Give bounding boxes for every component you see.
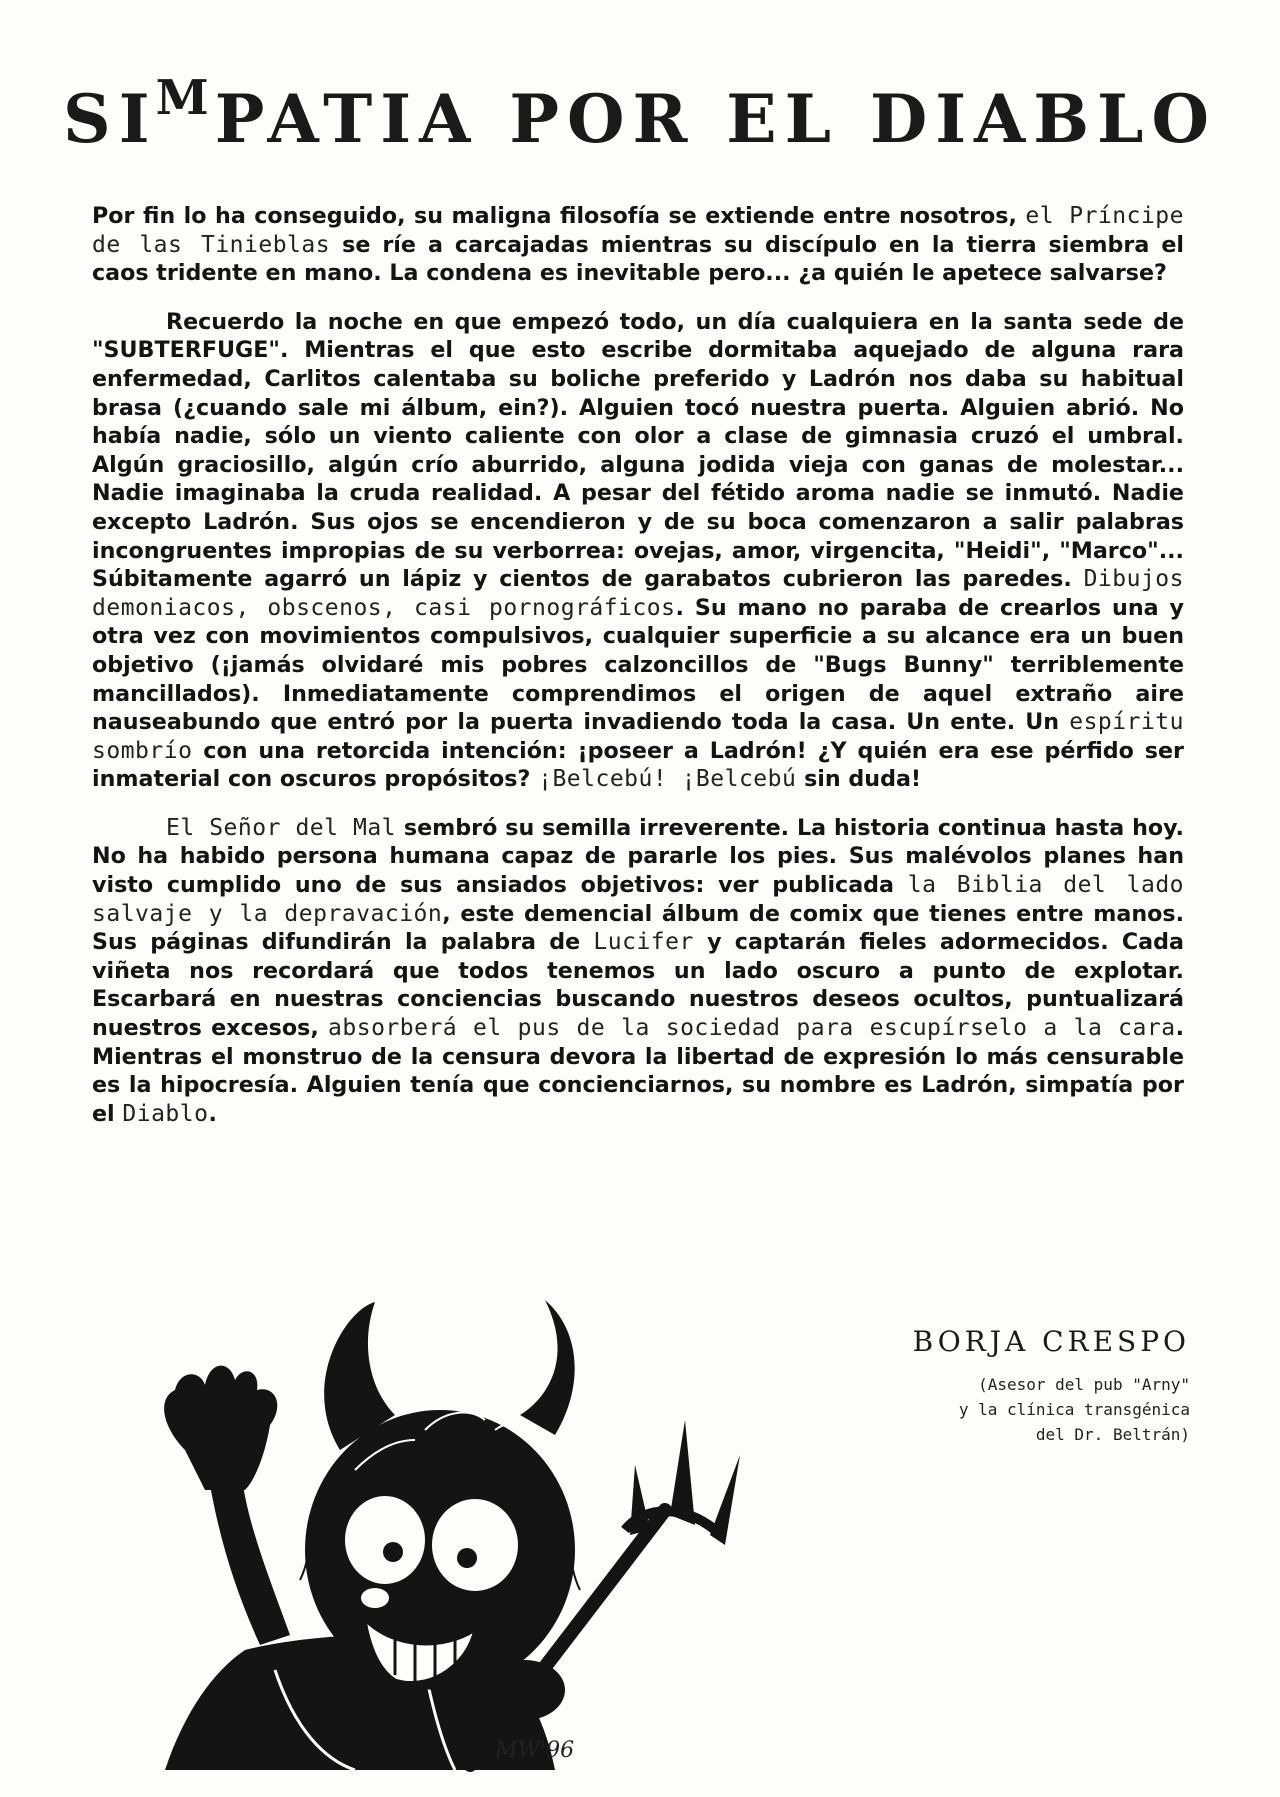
devil-illustration	[125, 1290, 825, 1790]
p1-text-a: Por fin lo ha conseguido, su maligna filosofía se extiende entre nosotros,	[92, 203, 1026, 229]
title-raised-letter: M	[155, 70, 217, 126]
p3-text-c: y captarán fieles adormecidos. Cada viñeta nos recordará que todos tenemos un lado oscuro a punto de explotar. Escarbará en nuestras conciencias buscando nuestros deseos ocultos, puntualizará nuestros excesos,	[92, 929, 1184, 1042]
raised-hand	[164, 1366, 290, 1645]
p1-text-b: se ríe a carcajadas mientras su discípulo en la tierra siembra el caos tridente en mano. La condena es inevitable pero... ¿a quién le apetece salvarse?	[92, 231, 1184, 287]
paragraph-3	[92, 814, 1184, 1129]
p2-text-c: con una retorcida intención: ¡poseer a Ladrón! ¿Y quién era ese pérfido ser inmaterial con oscuros propósitos?	[92, 737, 1184, 793]
author-signature	[870, 1325, 1190, 1447]
p2-typewriter-b: espíritu sombrío	[92, 709, 1184, 764]
p2-text-d: sin duda!	[796, 766, 922, 793]
p3-typewriter-b: la Biblia del lado salvaje y la depravación	[92, 872, 1185, 927]
title-part-2: PATIA POR EL DIABLO	[214, 80, 1217, 158]
p2-typewriter-c: ¡Belcebú! ¡Belcebú	[538, 766, 797, 793]
author-note-line-3: del Dr. Beltrán)	[1035, 1425, 1190, 1444]
page-title	[60, 70, 1220, 158]
devil-head	[300, 1300, 580, 1690]
p3-typewriter-e: Diablo	[122, 1100, 209, 1127]
p2-text-a: Recuerdo la noche en que empezó todo, un día cualquiera en la santa sede de "SUBTERFUGE". Mientras el que esto escribe dormitaba aquejado de alguna rara enfermedad, Carlitos calentaba su boliche preferido y Ladrón nos daba su habitual brasa (¿cuando sale mi álbum, ein?). Alguien tocó nuestra puerta. Alguien abrió. No había nadie, sólo un viento caliente con olor a clase de gimnasia cruzó el umbral. Algún graciosillo, algún crío aburrido, alguna jodida vieja con ganas de molestar... Nadie imaginaba la cruda realidad. A pesar del fétido aroma nadie se inmutó. Nadie excepto Ladrón. Sus ojos se encendieron y de su boca comenzaron a salir palabras incongruentes impropias de su verborrea: ovejas, amor, virgencita, "Heidi", "Marco"... Súbitamente agarró un lápiz y cientos de garabatos cubrieron las paredes.	[92, 308, 1184, 593]
p2-text-b: . Su mano no paraba de crearlos una y otra vez con movimientos compulsivos, cualquier superficie a su alcance era un buen objetivo (¡jamás olvidaré mis pobres calzoncillos de "Bugs Bunny" terriblemente mancillados). Inmediatamente comprendimos el origen de aquel extraño aire nauseabundo que entró por la puerta invadiendo toda la casa. Un ente. Un	[92, 594, 1184, 736]
author-note	[870, 1372, 1190, 1447]
p3-typewriter-c: Lucifer	[593, 929, 694, 956]
p3-typewriter-d: absorberá el pus de la sociedad para escupírselo a la cara	[328, 1015, 1176, 1042]
article-body	[92, 202, 1184, 1148]
p3-typewriter-a: El Señor del Mal	[166, 814, 397, 841]
author-name: BORJA CRESPO	[912, 1325, 1190, 1358]
p1-typewriter-a: el Príncipe de las Tinieblas	[92, 203, 1184, 258]
p2-typewriter-a: Dibujos demoniacos, obscenos, casi pornográficos	[92, 566, 1184, 621]
title-part-1: SI	[63, 80, 158, 158]
p3-text-b: , este demencial álbum de comix que tienes entre manos. Sus páginas difundirán la palabra de	[92, 900, 1184, 956]
author-note-line-1: (Asesor del pub "Arny"	[978, 1375, 1190, 1394]
author-note-line-2: y la clínica transgénica	[958, 1400, 1190, 1419]
artist-signature-mark: MW'96	[495, 1738, 575, 1763]
p3-text-a: sembró su semilla irreverente. La historia continua hasta hoy. No ha habido persona humana capaz de pararle los pies. Sus malévolos planes han visto cumplido uno de sus ansiados objetivos: ver publicada	[92, 814, 1184, 899]
paragraph-1	[92, 202, 1184, 288]
p3-text-d: . Mientras el monstruo de la censura devora la libertad de expresión lo más censurable es la hipocresía. Alguien tenía que concienciarnos, su nombre es Ladrón, simpatía por el	[92, 1015, 1185, 1127]
paragraph-2	[92, 308, 1184, 794]
p3-text-e: .	[208, 1100, 217, 1127]
